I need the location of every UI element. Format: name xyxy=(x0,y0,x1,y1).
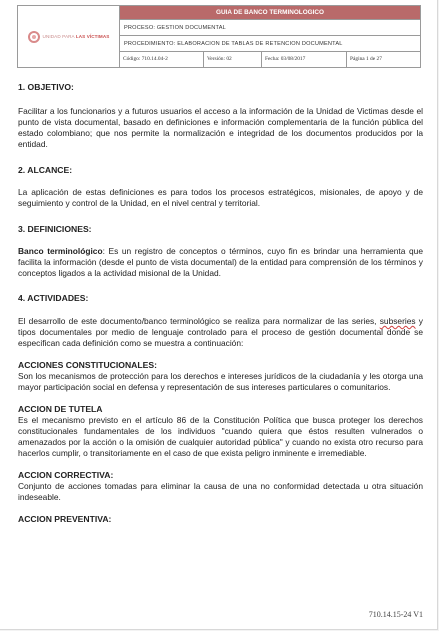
spellcheck-word: subseries xyxy=(379,316,416,326)
alcance-paragraph: La aplicación de estas definiciones es para todos los procesos estratégicos, misionales, de apoyo y de seguimiento y control de la Unidad, en el nivel central y territorial. xyxy=(18,187,423,208)
accion-tutela-paragraph: Es el mecanismo previsto en el artículo 86 de la Constitución Política que busca proteger los derechos constitucionales fundamentales de los individuos "cuando quiera que éstos resulten vulnerados o amenazados por la acción o la omisión de cualquier autoridad pública" y cuando no exista otro recurso para hacerlos cumplir, o transitoriamente en el caso de que exista peligro inminente e irremediable. xyxy=(18,415,423,458)
document-title: GUIA DE BANCO TERMINOLOGICO xyxy=(120,6,420,20)
actividades-paragraph: El desarrollo de este documento/banco terminológico se realiza para normalizar de las series, subseries y tipos documentales por medio de lenguaje controlado para el proceso de gestión documental donde se especifican cada definición como se muestra a continuación: xyxy=(18,316,423,348)
banco-terminologico-paragraph: Banco terminológico: Es un registro de conceptos o términos, cuyo fin es brindar una herramienta que facilita la información (desde el punto de vista documental) de la entidad para comprensión de los términos y conceptos ligados a la actividad misional de la Unidad. xyxy=(18,246,423,278)
actividades-heading: 4. ACTIVIDADES: xyxy=(18,293,89,303)
accion-tutela-heading: ACCION DE TUTELA xyxy=(18,404,103,414)
document-meta-row xyxy=(120,52,420,67)
objetivo-paragraph: Facilitar a los funcionarios y a futuros usuarios el acceso a la información de la Unidad de Victimas desde el punto de vista documental, basado en definiciones e información complementaria de la función pública del estado colombiano; que nos permite la normalización e integridad de los documentos producidos por la entidad. xyxy=(18,106,423,149)
logo-text: UNIDAD PARA LAS VÍCTIMAS xyxy=(42,34,110,39)
document-body xyxy=(18,82,423,525)
pagina-cell: Página 1 de 27 xyxy=(350,56,382,62)
alcance-heading: 2. ALCANCE: xyxy=(18,165,73,175)
definiciones-heading: 3. DEFINICIONES: xyxy=(18,224,92,234)
accion-correctiva-paragraph: Conjunto de acciones tomadas para eliminar la causa de una no conformidad detectada u otra situación indeseable. xyxy=(18,481,423,502)
version-cell: Versión: 02 xyxy=(204,52,262,67)
logo-emblem-icon xyxy=(28,31,40,43)
acciones-constitucionales-heading: ACCIONES CONSTITUCIONALES: xyxy=(18,360,157,370)
procedimiento-label: PROCEDIMIENTO: ELABORACION DE TABLAS DE RETENCION DOCUMENTAL xyxy=(120,36,420,52)
acciones-constitucionales-paragraph: Son los mecanismos de protección para los derechos e intereses jurídicos de la ciudadanía y les otorga una mayor participación social en defensa y representación de sus intereses particulares o comunitarios. xyxy=(18,371,423,392)
document-header-table xyxy=(17,5,421,68)
codigo-cell: Código: 710.14.04-2 xyxy=(120,52,204,67)
document-footer-code: 710.14.15-24 V1 xyxy=(368,610,423,619)
proceso-label: PROCESO: GESTION DOCUMENTAL xyxy=(120,20,420,36)
accion-preventiva-heading: ACCION PREVENTIVA: xyxy=(18,514,112,524)
objetivo-heading: 1. OBJETIVO: xyxy=(18,82,74,92)
entity-logo xyxy=(18,6,120,67)
banco-terminologico-term: Banco terminológico xyxy=(18,246,103,256)
accion-correctiva-heading: ACCION CORRECTIVA: xyxy=(18,470,114,480)
fecha-cell: Fecha: 03/08/2017 xyxy=(262,52,347,67)
